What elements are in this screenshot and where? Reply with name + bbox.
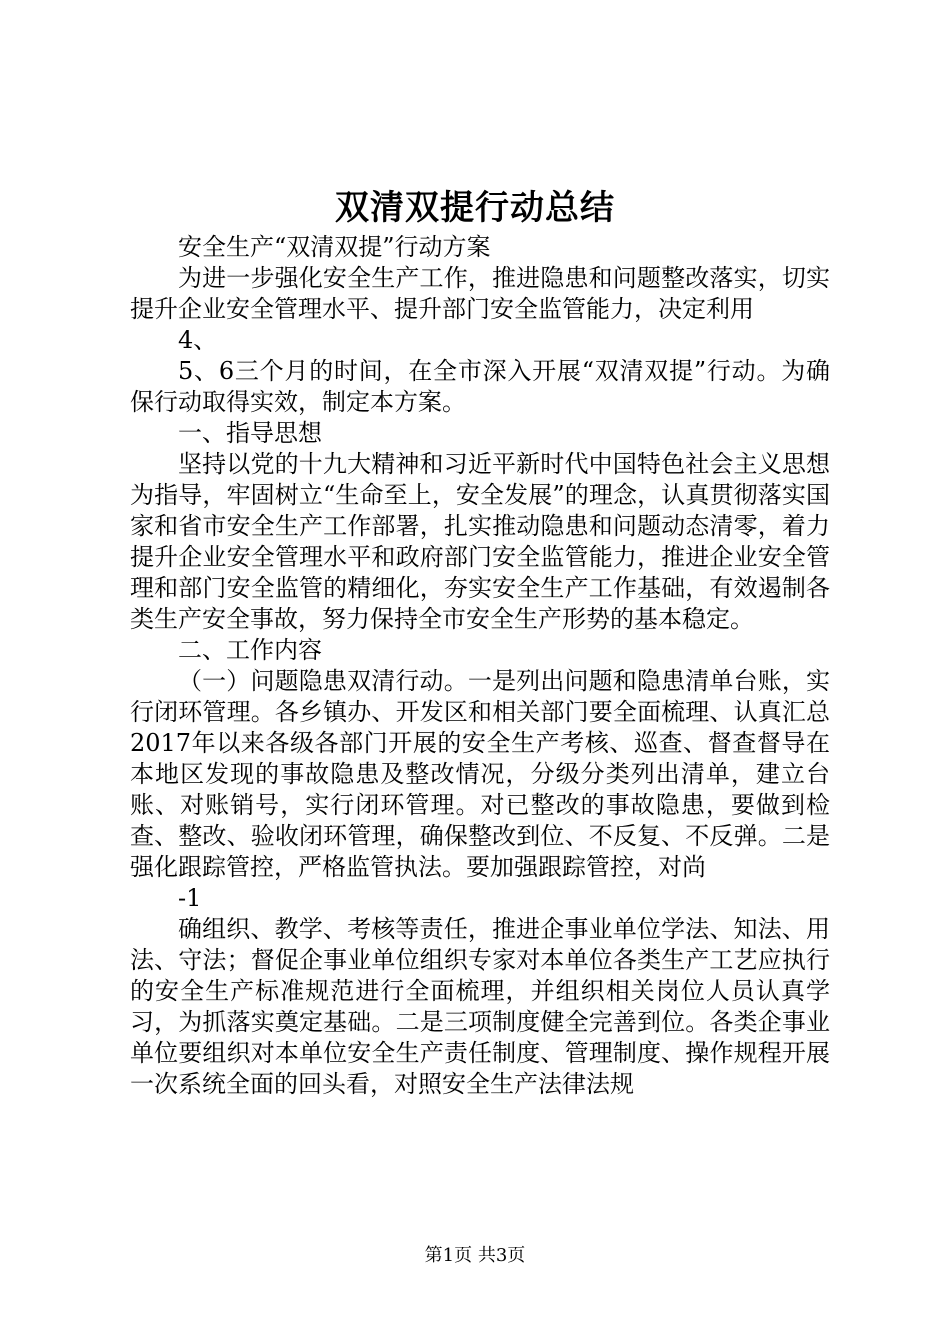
paragraph-work-content-1: （一）问题隐患双清行动。一是列出问题和隐患清单台账，实行闭环管理。各乡镇办、开发区和相关部门要全面梳理、认真汇总2017年以来各级各部门开展的安全生产考核、巡查、督查督导在本地区发现的事故隐患及整改情况，分级分类列出清单，建立台账、对账销号，实行闭环管理。对已整改的事故隐患，要做到检查、整改、验收闭环管理，确保整改到位、不反复、不反弹。二是强化跟踪管控，严格监管执法。要加强跟踪管控，对尚 xyxy=(130,667,830,881)
paragraph-responsibilities: 确组织、教学、考核等责任，推进企事业单位学法、知法、用法、守法；督促企事业单位组织专家对本单位各类生产工艺应执行的安全生产标准规范进行全面梳理，并组织相关岗位人员认真学习，为抓落实奠定基础。二是三项制度健全完善到位。各类企事业单位要组织对本单位安全生产责任制度、管理制度、操作规程开展一次系统全面的回头看，对照安全生产法律法规 xyxy=(130,915,830,1098)
paragraph-intro: 为进一步强化安全生产工作，推进隐患和问题整改落实，切实提升企业安全管理水平、提升部门安全监管能力，决定利用 xyxy=(130,264,830,323)
section-heading-work-content: 二、工作内容 xyxy=(178,636,322,664)
document-body xyxy=(130,232,830,1100)
paragraph-fragment-4: 4、 xyxy=(178,326,218,354)
page-footer: 第1页 共3页 xyxy=(424,1245,526,1266)
section-heading-guiding-thought: 一、指导思想 xyxy=(178,419,322,447)
paragraph-guiding-thought: 坚持以党的十九大精神和习近平新时代中国特色社会主义思想为指导，牢固树立“生命至上，安全发展”的理念，认真贯彻落实国家和省市安全生产工作部署，扎实推动隐患和问题动态清零，着力提升企业安全管理水平和政府部门安全监管能力，推进企业安全管理和部门安全监管的精细化，夯实安全生产工作基础，有效遏制各类生产安全事故，努力保持全市安全生产形势的基本稳定。 xyxy=(130,450,830,633)
paragraph-time-span: 5、6三个月的时间，在全市深入开展“双清双提”行动。为确保行动取得实效，制定本方案。 xyxy=(130,357,830,416)
document-title: 双清双提行动总结 xyxy=(335,188,615,228)
paragraph-page-marker: -1 xyxy=(178,884,202,912)
paragraph-plan-title: 安全生产“双清双提”行动方案 xyxy=(178,233,491,261)
